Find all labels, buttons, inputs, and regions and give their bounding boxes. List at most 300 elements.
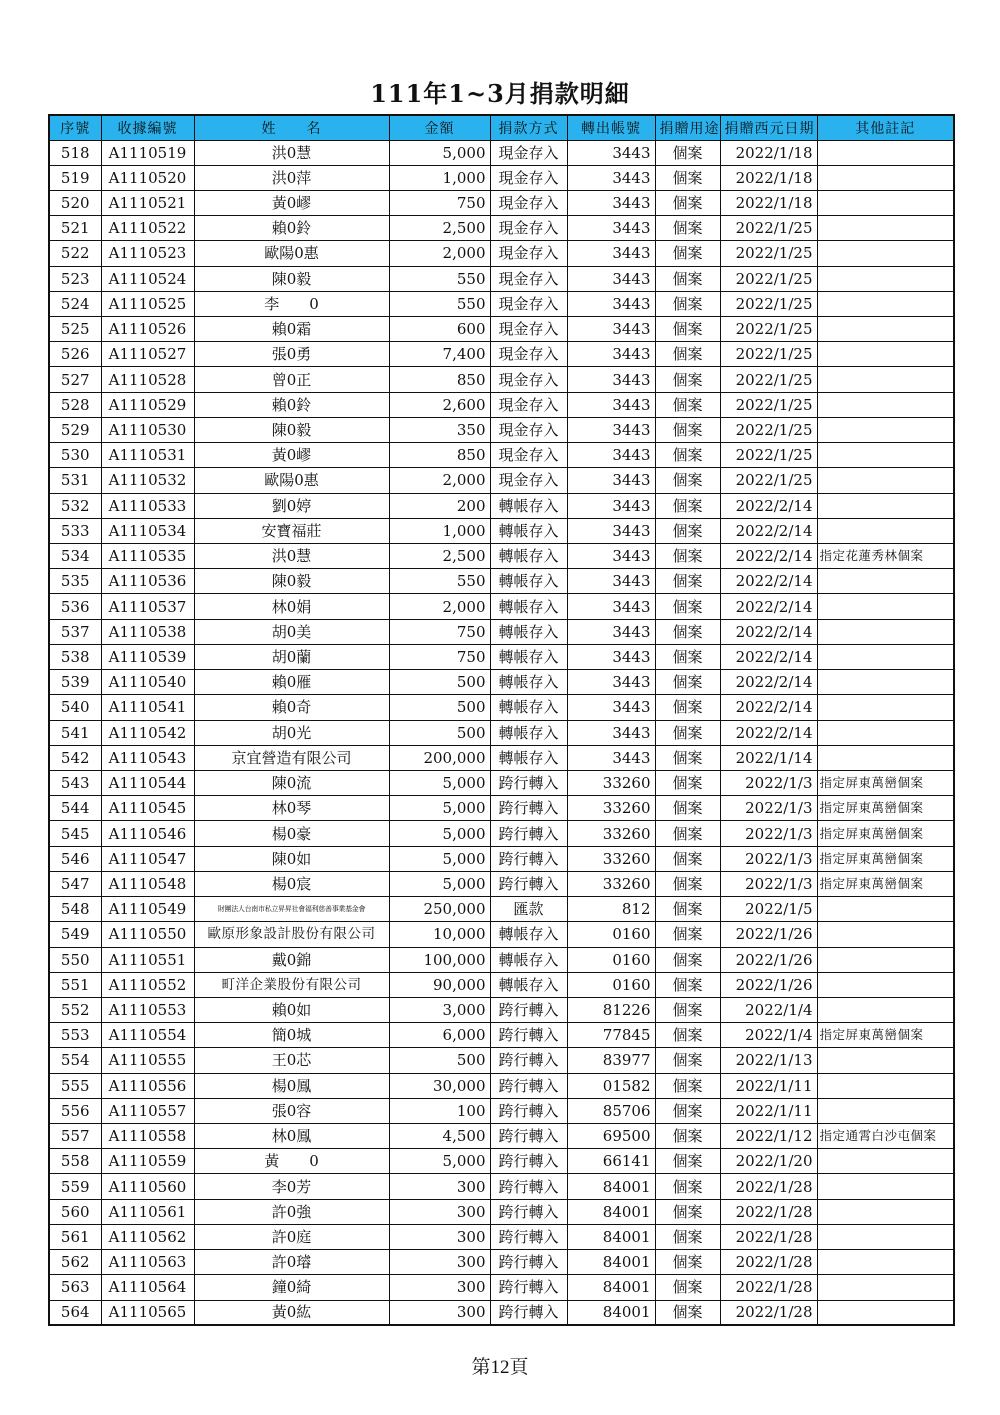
cell-amount: 5,000 [389,846,490,871]
cell-remark [817,1199,954,1224]
cell-receipt-no: A1110545 [101,796,194,821]
cell-amount: 850 [389,443,490,468]
table-row [49,821,954,846]
cell-name: 簡0城 [194,1023,389,1048]
cell-account: 84001 [567,1224,655,1249]
cell-method: 現金存入 [490,392,567,417]
cell-serial: 531 [49,468,101,493]
cell-remark: 指定屏東萬巒個案 [817,1023,954,1048]
cell-method: 跨行轉入 [490,1199,567,1224]
cell-method: 跨行轉入 [490,997,567,1022]
cell-receipt-no: A1110520 [101,165,194,190]
cell-amount: 5,000 [389,140,490,165]
cell-name: 林0琴 [194,796,389,821]
cell-method: 轉帳存入 [490,922,567,947]
table-row [49,1048,954,1073]
table-row [49,518,954,543]
cell-date: 2022/1/20 [720,1149,817,1174]
cell-account: 3443 [567,670,655,695]
table-row [49,1275,954,1300]
cell-amount: 750 [389,619,490,644]
cell-account: 3443 [567,544,655,569]
cell-serial: 562 [49,1250,101,1275]
cell-purpose: 個案 [655,1275,720,1300]
header-purpose: 捐贈用途 [655,115,720,140]
cell-receipt-no: A1110543 [101,745,194,770]
cell-name: 賴0霜 [194,317,389,342]
page-number: 第12頁 [471,1357,529,1378]
cell-amount: 1,000 [389,518,490,543]
cell-serial: 523 [49,266,101,291]
cell-purpose: 個案 [655,619,720,644]
cell-method: 跨行轉入 [490,1048,567,1073]
cell-amount: 100 [389,1098,490,1123]
cell-receipt-no: A1110529 [101,392,194,417]
cell-method: 轉帳存入 [490,594,567,619]
cell-purpose: 個案 [655,317,720,342]
cell-remark [817,190,954,215]
cell-purpose: 個案 [655,140,720,165]
cell-serial: 563 [49,1275,101,1300]
cell-serial: 535 [49,569,101,594]
cell-amount: 500 [389,720,490,745]
cell-amount: 6,000 [389,1023,490,1048]
cell-receipt-no: A1110544 [101,770,194,795]
cell-amount: 90,000 [389,972,490,997]
cell-remark [817,140,954,165]
cell-name: 胡0蘭 [194,644,389,669]
cell-method: 現金存入 [490,266,567,291]
cell-date: 2022/1/25 [720,392,817,417]
cell-method: 現金存入 [490,317,567,342]
table-row [49,443,954,468]
cell-date: 2022/2/14 [720,695,817,720]
cell-method: 轉帳存入 [490,569,567,594]
cell-name: 歐陽0惠 [194,241,389,266]
table-header-row [49,115,954,140]
cell-account: 3443 [567,241,655,266]
cell-method: 現金存入 [490,216,567,241]
header-date: 捐贈西元日期 [720,115,817,140]
cell-name: 陳0毅 [194,266,389,291]
cell-account: 3443 [567,569,655,594]
cell-name: 賴0鈴 [194,392,389,417]
cell-remark [817,342,954,367]
cell-date: 2022/1/26 [720,972,817,997]
cell-name: 町洋企業股份有限公司 [194,972,389,997]
cell-date: 2022/1/18 [720,140,817,165]
table-row [49,1073,954,1098]
table-row [49,241,954,266]
cell-account: 3443 [567,291,655,316]
cell-purpose: 個案 [655,241,720,266]
cell-date: 2022/2/14 [720,569,817,594]
cell-purpose: 個案 [655,165,720,190]
cell-method: 現金存入 [490,190,567,215]
cell-remark: 指定花蓮秀林個案 [817,544,954,569]
cell-name: 洪0慧 [194,544,389,569]
cell-name: 歐原形象設計股份有限公司 [194,922,389,947]
cell-date: 2022/1/28 [720,1250,817,1275]
cell-date: 2022/1/26 [720,922,817,947]
cell-date: 2022/1/25 [720,291,817,316]
cell-remark [817,392,954,417]
cell-receipt-no: A1110557 [101,1098,194,1123]
table-row [49,846,954,871]
cell-account: 69500 [567,1124,655,1149]
cell-date: 2022/1/25 [720,367,817,392]
cell-date: 2022/1/25 [720,216,817,241]
cell-purpose: 個案 [655,493,720,518]
cell-name: 賴0鈴 [194,216,389,241]
table-row [49,1098,954,1123]
cell-purpose: 個案 [655,190,720,215]
cell-purpose: 個案 [655,518,720,543]
cell-date: 2022/1/13 [720,1048,817,1073]
cell-receipt-no: A1110553 [101,997,194,1022]
cell-receipt-no: A1110554 [101,1023,194,1048]
cell-date: 2022/1/25 [720,317,817,342]
cell-amount: 300 [389,1199,490,1224]
cell-account: 3443 [567,367,655,392]
cell-remark [817,1098,954,1123]
cell-method: 跨行轉入 [490,1023,567,1048]
cell-name: 賴0奇 [194,695,389,720]
table-row [49,770,954,795]
cell-date: 2022/2/14 [720,644,817,669]
cell-remark [817,493,954,518]
cell-name: 洪0萍 [194,165,389,190]
cell-account: 84001 [567,1174,655,1199]
cell-receipt-no: A1110558 [101,1124,194,1149]
cell-serial: 533 [49,518,101,543]
cell-date: 2022/1/25 [720,241,817,266]
cell-amount: 250,000 [389,897,490,922]
cell-purpose: 個案 [655,846,720,871]
cell-receipt-no: A1110533 [101,493,194,518]
cell-date: 2022/2/14 [720,619,817,644]
cell-amount: 500 [389,1048,490,1073]
cell-purpose: 個案 [655,468,720,493]
cell-serial: 522 [49,241,101,266]
cell-method: 跨行轉入 [490,770,567,795]
cell-remark [817,947,954,972]
cell-method: 轉帳存入 [490,972,567,997]
cell-receipt-no: A1110565 [101,1300,194,1325]
cell-purpose: 個案 [655,821,720,846]
cell-purpose: 個案 [655,745,720,770]
cell-method: 跨行轉入 [490,1149,567,1174]
cell-purpose: 個案 [655,796,720,821]
cell-amount: 850 [389,367,490,392]
cell-amount: 300 [389,1275,490,1300]
cell-purpose: 個案 [655,644,720,669]
cell-account: 3443 [567,720,655,745]
table-row [49,1174,954,1199]
cell-remark [817,291,954,316]
cell-purpose: 個案 [655,1174,720,1199]
cell-account: 3443 [567,392,655,417]
cell-serial: 520 [49,190,101,215]
cell-remark [817,266,954,291]
cell-date: 2022/1/11 [720,1073,817,1098]
cell-remark: 指定通霄白沙屯個案 [817,1124,954,1149]
cell-method: 跨行轉入 [490,1073,567,1098]
cell-remark [817,417,954,442]
cell-serial: 557 [49,1124,101,1149]
cell-date: 2022/1/28 [720,1224,817,1249]
cell-purpose: 個案 [655,720,720,745]
cell-remark [817,594,954,619]
cell-purpose: 個案 [655,392,720,417]
table-row [49,1023,954,1048]
cell-purpose: 個案 [655,1048,720,1073]
cell-amount: 2,000 [389,594,490,619]
cell-date: 2022/2/14 [720,518,817,543]
cell-account: 33260 [567,871,655,896]
cell-name: 賴0如 [194,997,389,1022]
cell-serial: 564 [49,1300,101,1325]
cell-name: 許0庭 [194,1224,389,1249]
cell-method: 現金存入 [490,241,567,266]
table-row [49,493,954,518]
cell-receipt-no: A1110561 [101,1199,194,1224]
cell-serial: 542 [49,745,101,770]
cell-account: 3443 [567,342,655,367]
cell-remark [817,997,954,1022]
cell-account: 0160 [567,947,655,972]
cell-receipt-no: A1110537 [101,594,194,619]
cell-date: 2022/1/11 [720,1098,817,1123]
header-receipt-no: 收據編號 [101,115,194,140]
cell-name: 黃0嵺 [194,443,389,468]
cell-remark [817,670,954,695]
cell-purpose: 個案 [655,1199,720,1224]
cell-method: 現金存入 [490,417,567,442]
cell-name: 陳0如 [194,846,389,871]
cell-name: 林0娟 [194,594,389,619]
cell-date: 2022/1/5 [720,897,817,922]
cell-receipt-no: A1110531 [101,443,194,468]
cell-amount: 300 [389,1174,490,1199]
cell-date: 2022/1/4 [720,1023,817,1048]
cell-method: 跨行轉入 [490,871,567,896]
cell-remark [817,1073,954,1098]
cell-amount: 300 [389,1224,490,1249]
cell-account: 84001 [567,1199,655,1224]
table-row [49,367,954,392]
cell-serial: 561 [49,1224,101,1249]
cell-remark: 指定屏東萬巒個案 [817,821,954,846]
cell-date: 2022/1/3 [720,871,817,896]
cell-purpose: 個案 [655,1023,720,1048]
cell-remark: 指定屏東萬巒個案 [817,871,954,896]
cell-purpose: 個案 [655,1224,720,1249]
cell-amount: 2,600 [389,392,490,417]
cell-name: 洪0慧 [194,140,389,165]
table-row [49,140,954,165]
cell-serial: 532 [49,493,101,518]
cell-remark [817,1149,954,1174]
cell-purpose: 個案 [655,594,720,619]
cell-purpose: 個案 [655,897,720,922]
cell-name: 財團法人台南市私立昇昇社會福利慈善事業基金會 [194,897,389,922]
table-row [49,720,954,745]
cell-name: 曾0正 [194,367,389,392]
cell-remark [817,317,954,342]
cell-method: 跨行轉入 [490,1300,567,1325]
cell-receipt-no: A1110559 [101,1149,194,1174]
cell-receipt-no: A1110555 [101,1048,194,1073]
cell-purpose: 個案 [655,266,720,291]
cell-remark [817,1300,954,1325]
cell-date: 2022/1/4 [720,997,817,1022]
cell-method: 跨行轉入 [490,1250,567,1275]
table-row [49,1300,954,1325]
cell-serial: 540 [49,695,101,720]
cell-amount: 350 [389,417,490,442]
cell-date: 2022/2/14 [720,594,817,619]
cell-remark: 指定屏東萬巒個案 [817,846,954,871]
cell-account: 83977 [567,1048,655,1073]
cell-method: 現金存入 [490,165,567,190]
cell-receipt-no: A1110539 [101,644,194,669]
cell-remark [817,695,954,720]
cell-remark [817,972,954,997]
cell-serial: 526 [49,342,101,367]
cell-name: 張0容 [194,1098,389,1123]
cell-purpose: 個案 [655,291,720,316]
cell-amount: 5,000 [389,821,490,846]
header-method: 捐款方式 [490,115,567,140]
cell-remark [817,443,954,468]
cell-receipt-no: A1110526 [101,317,194,342]
cell-date: 2022/1/3 [720,770,817,795]
cell-account: 3443 [567,518,655,543]
cell-name: 京宜營造有限公司 [194,745,389,770]
cell-purpose: 個案 [655,972,720,997]
cell-receipt-no: A1110536 [101,569,194,594]
table-row [49,317,954,342]
cell-receipt-no: A1110542 [101,720,194,745]
cell-date: 2022/2/14 [720,670,817,695]
cell-account: 77845 [567,1023,655,1048]
cell-amount: 2,500 [389,544,490,569]
table-row [49,897,954,922]
cell-name: 許0強 [194,1199,389,1224]
cell-account: 3443 [567,644,655,669]
cell-receipt-no: A1110535 [101,544,194,569]
cell-name: 陳0流 [194,770,389,795]
cell-amount: 300 [389,1250,490,1275]
cell-account: 3443 [567,216,655,241]
table-row [49,1224,954,1249]
cell-serial: 544 [49,796,101,821]
cell-serial: 551 [49,972,101,997]
cell-name: 劉0婷 [194,493,389,518]
cell-serial: 546 [49,846,101,871]
cell-account: 33260 [567,796,655,821]
cell-purpose: 個案 [655,216,720,241]
cell-account: 3443 [567,417,655,442]
cell-account: 3443 [567,443,655,468]
cell-remark [817,1275,954,1300]
cell-amount: 500 [389,670,490,695]
header-amount: 金額 [389,115,490,140]
table-row [49,871,954,896]
cell-serial: 538 [49,644,101,669]
cell-method: 轉帳存入 [490,695,567,720]
cell-account: 3443 [567,745,655,770]
cell-remark: 指定屏東萬巒個案 [817,796,954,821]
table-row [49,216,954,241]
cell-purpose: 個案 [655,1073,720,1098]
table-row [49,468,954,493]
cell-serial: 530 [49,443,101,468]
cell-purpose: 個案 [655,770,720,795]
cell-serial: 528 [49,392,101,417]
cell-remark [817,1174,954,1199]
cell-amount: 5,000 [389,770,490,795]
cell-account: 3443 [567,140,655,165]
cell-name: 胡0光 [194,720,389,745]
cell-remark [817,367,954,392]
cell-account: 3443 [567,594,655,619]
cell-account: 0160 [567,922,655,947]
cell-amount: 2,000 [389,468,490,493]
cell-method: 跨行轉入 [490,846,567,871]
cell-amount: 200 [389,493,490,518]
cell-account: 33260 [567,821,655,846]
table-row [49,1199,954,1224]
cell-receipt-no: A1110549 [101,897,194,922]
cell-date: 2022/1/3 [720,846,817,871]
cell-date: 2022/1/26 [720,947,817,972]
cell-receipt-no: A1110552 [101,972,194,997]
table-row [49,1250,954,1275]
cell-receipt-no: A1110560 [101,1174,194,1199]
cell-remark: 指定屏東萬巒個案 [817,770,954,795]
cell-receipt-no: A1110522 [101,216,194,241]
cell-account: 812 [567,897,655,922]
cell-purpose: 個案 [655,1300,720,1325]
table-row [49,695,954,720]
cell-name: 張0勇 [194,342,389,367]
table-row [49,165,954,190]
cell-name: 許0璿 [194,1250,389,1275]
cell-amount: 550 [389,291,490,316]
cell-receipt-no: A1110550 [101,922,194,947]
cell-serial: 527 [49,367,101,392]
cell-method: 跨行轉入 [490,796,567,821]
cell-amount: 5,000 [389,796,490,821]
cell-remark [817,216,954,241]
cell-serial: 547 [49,871,101,896]
table-row [49,947,954,972]
cell-remark [817,619,954,644]
cell-name: 楊0宸 [194,871,389,896]
cell-date: 2022/1/25 [720,443,817,468]
cell-name: 楊0鳳 [194,1073,389,1098]
table-row [49,392,954,417]
cell-remark [817,745,954,770]
cell-amount: 10,000 [389,922,490,947]
header-serial: 序號 [49,115,101,140]
cell-account: 3443 [567,468,655,493]
cell-serial: 550 [49,947,101,972]
cell-amount: 300 [389,1300,490,1325]
cell-name: 黃0紘 [194,1300,389,1325]
